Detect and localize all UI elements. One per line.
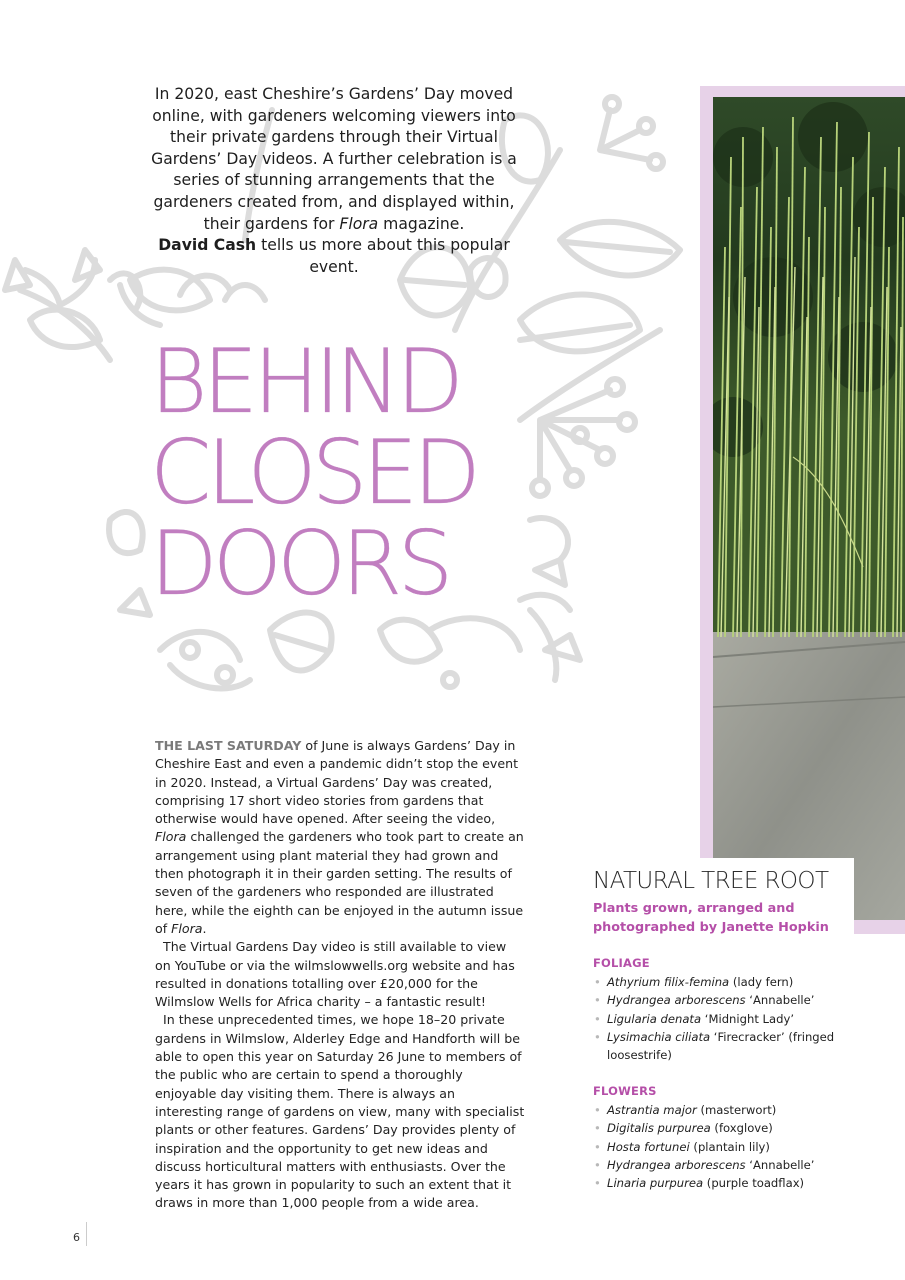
standfirst [134, 84, 534, 278]
paragraph-3: In these unprecedented times, we hope 18–20 private gardens in Wilmslow, Alderley Edge and Handforth will be able to open this year on Saturday 26 June to members of the public who are certain to spend a thoroughly enjoyable day visiting them. There is always an interesting range of gardens on view, many with specialist plants or other features. Gardens’ Day provides plenty of inspiration and the opportunity to get new ideas and discuss horticultural matters with enthusiasts. Over the years it has grown in popularity to such an extent that it draws in more than 1,000 people from a wide area. [155, 1012, 525, 1211]
list-item [593, 1138, 843, 1156]
common-name: (lady fern) [729, 975, 794, 989]
page-number-divider [86, 1222, 87, 1246]
list-item [593, 973, 843, 991]
common-name: ‘Annabelle’ [745, 993, 815, 1008]
latin-name: Hydrangea arborescens [607, 993, 746, 1008]
magazine-name: Flora [339, 214, 379, 233]
title-line-2: CLOSED [150, 421, 476, 524]
common-name: ‘Midnight Lady’ [701, 1011, 795, 1026]
flowers-list [593, 1101, 843, 1192]
foliage-heading: FOLIAGE [593, 956, 650, 970]
flowers-heading: FLOWERS [593, 1084, 657, 1098]
list-item [593, 1156, 843, 1174]
common-name: (plantain lily) [689, 1139, 770, 1154]
standfirst-text-3: tells us more about this popular event. [256, 236, 510, 276]
common-name: ‘Firecracker’ (fringed loosestrife) [607, 1029, 835, 1063]
latin-name: Hydrangea arborescens [607, 1157, 746, 1172]
latin-name: Athyrium filix-femina [607, 975, 730, 989]
common-name: (purple toadflax) [703, 1176, 805, 1191]
latin-name: Hosta fortunei [607, 1139, 690, 1154]
list-item [593, 1028, 843, 1065]
latin-name: Astrantia major [607, 1103, 697, 1117]
list-item [593, 1010, 843, 1028]
common-name: ‘Annabelle’ [745, 1157, 815, 1172]
title-line-1: BEHIND [150, 330, 459, 433]
title-line-3: DOORS [150, 512, 449, 615]
common-name: (masterwort) [696, 1103, 777, 1117]
latin-name: Digitalis purpurea [607, 1121, 711, 1136]
magazine-name: Flora [155, 829, 187, 845]
latin-name: Lysimachia ciliata [607, 1029, 711, 1044]
list-item [593, 1101, 843, 1119]
page-title [150, 330, 530, 615]
paragraph-1 [155, 737, 525, 938]
list-item [593, 1119, 843, 1137]
latin-name: Linaria purpurea [607, 1176, 704, 1191]
paragraph-1-end: . [202, 920, 207, 936]
common-name: (foxglove) [710, 1121, 773, 1136]
foliage-list [593, 973, 843, 1064]
paragraph-1-text: of June is always Gardens’ Day in Cheshire East and even a pandemic didn’t stop the event in 2020. Instead, a Virtual Gardens’ Day was created, comprising 17 short video stories from gardens that otherwise would have opened. After seeing the video, [155, 738, 519, 827]
caption-title: NATURAL TREE ROOT [593, 868, 829, 894]
lead-in: THE LAST SATURDAY [155, 738, 302, 753]
page-number: 6 [73, 1231, 80, 1244]
paragraph-1-text-2: challenged the gardeners who took part to create an arrangement using plant material they had grown and then photograph it in their garden setting. The results of seven of the gardeners who responded are illustrated here, while the eighth can be enjoyed in the autumn issue of [155, 829, 524, 936]
latin-name: Ligularia denata [607, 1011, 702, 1026]
photo-grass-arrangement [713, 97, 905, 920]
caption-credit: Plants grown, arranged and photographed by Janette Hopkin [593, 901, 829, 935]
list-item [593, 991, 843, 1009]
paragraph-2: The Virtual Gardens Day video is still available to view on YouTube or via the wilmslowwells.org website and has resulted in donations totalling over £20,000 for the Wilmslow Wells for Africa charity – a fantastic result! [155, 939, 515, 1010]
magazine-name: Flora [171, 920, 203, 936]
list-item [593, 1174, 843, 1192]
author-name: David Cash [158, 236, 257, 255]
body-text [155, 737, 525, 1213]
standfirst-text-2: magazine. [378, 214, 465, 233]
standfirst-text: In 2020, east Cheshire’s Gardens’ Day moved online, with gardeners welcoming viewers into their private gardens through their Virtual Gardens’ Day videos. A further celebration is a series of stunning arrangements that the gardeners created from, and displayed within, their gardens for [151, 85, 517, 233]
